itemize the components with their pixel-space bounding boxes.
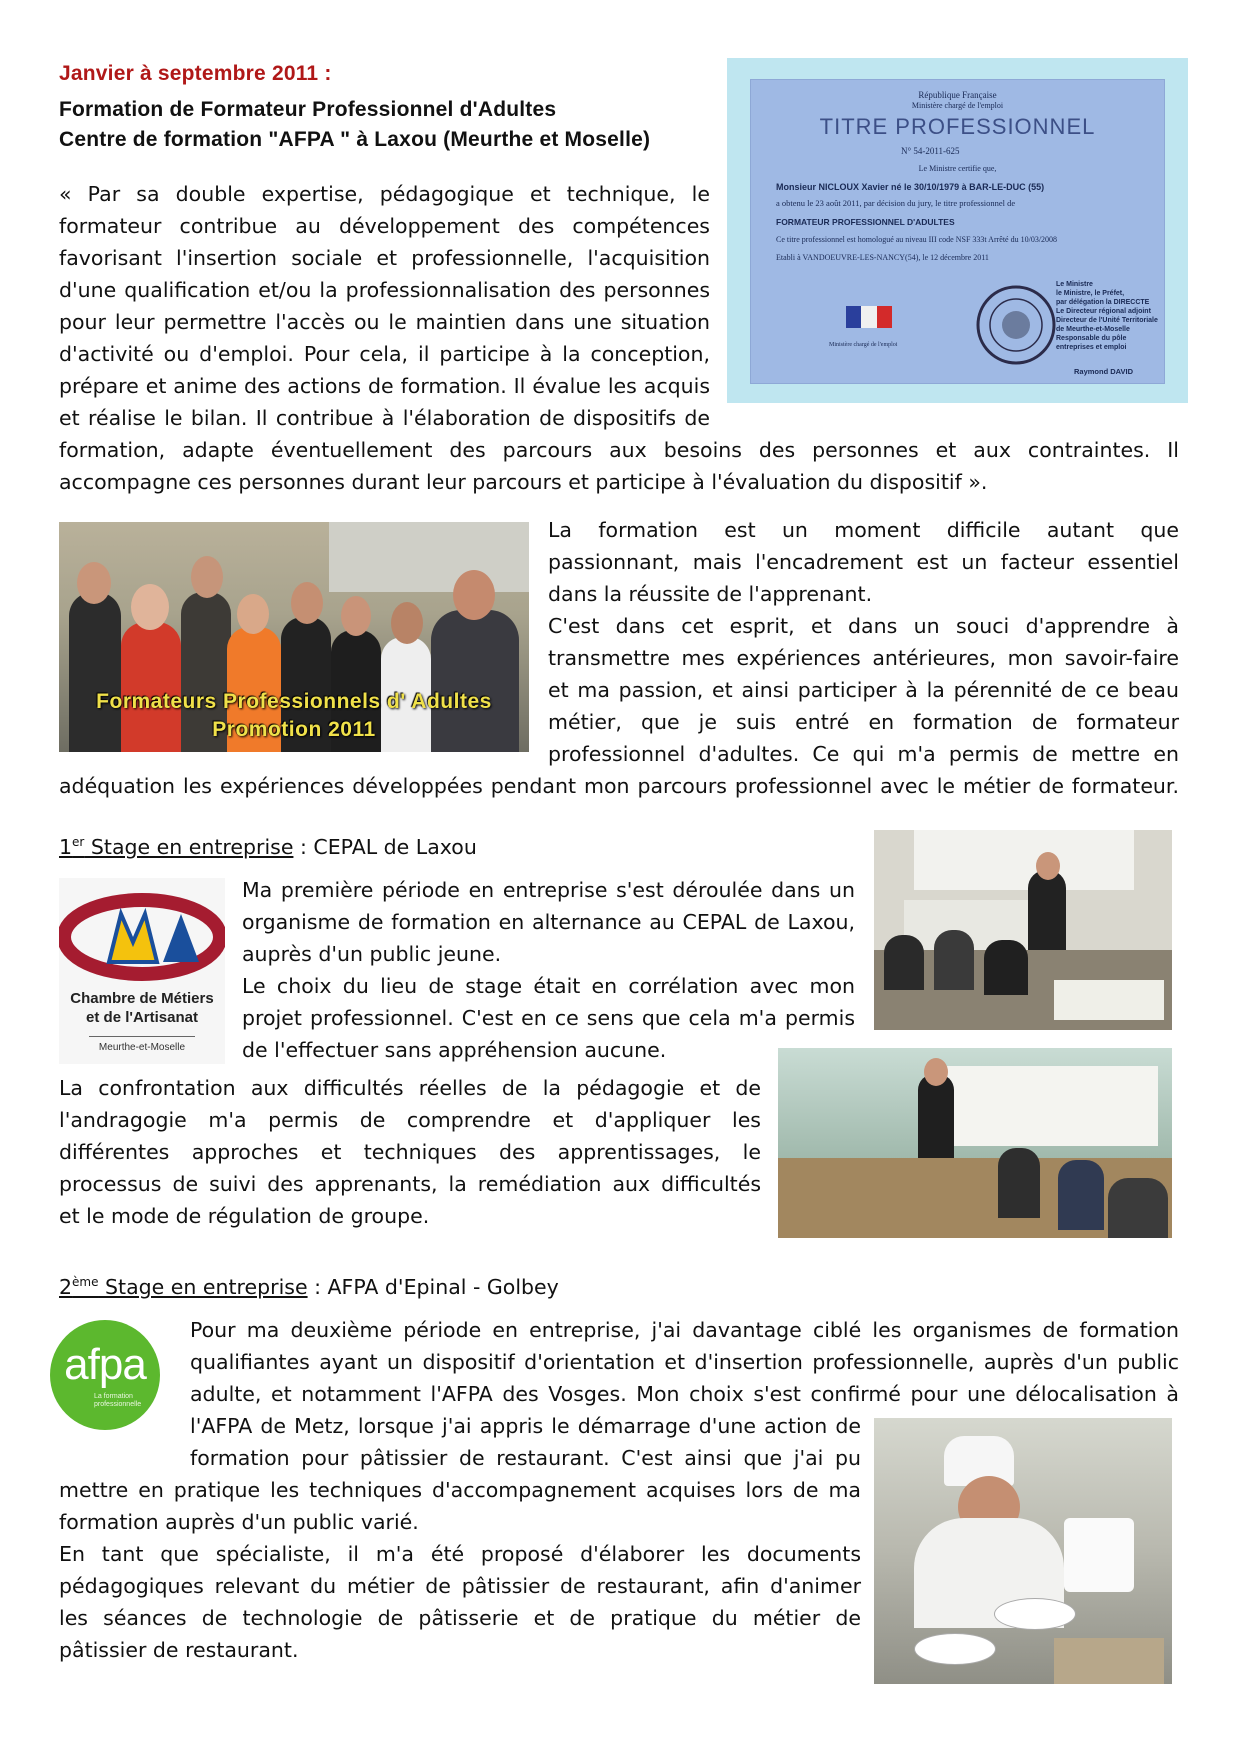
stage2-heading: 2ème Stage en entreprise : AFPA d'Epinal - Golbey (59, 1274, 559, 1299)
diploma-number: N° 54-2011-625 (901, 146, 960, 156)
diploma-subject: FORMATEUR PROFESSIONNEL D'ADULTES (776, 217, 955, 227)
stage1-heading: 1er Stage en entreprise : CEPAL de Laxou (59, 834, 477, 859)
stage1-paragraph1: Ma première période en entreprise s'est déroulée dans un organisme de formation en alternance au CEPAL de Laxou, auprès d'un public jeune. Le choix du lieu de stage était en corrélation avec mon projet professionnel. C'est en ce sens que cela m'a permis de l'effectuer sans appréhension aucune. (242, 878, 855, 1062)
diploma-signature-block: Le Ministre le Ministre, le Préfet, par délégation la DIRECCTE Le Directeur régional adjoint Directeur de l'Unité Territoriale de Meurthe-et-Moselle Responsable du pôle entreprises et emploi (1056, 281, 1158, 351)
group-photo-caption-2: Promotion 2011 (212, 718, 376, 741)
cma-logo-line1: Chambre de Métiers (70, 990, 214, 1007)
marianne-logo (846, 306, 892, 336)
diploma-title: TITRE PROFESSIONNEL (819, 114, 1096, 139)
diploma-image (727, 58, 1188, 403)
diploma-ministry: Ministère chargé de l'emploi (911, 101, 1004, 110)
diploma-level: Ce titre professionnel est homologué au niveau III code NSF 333t Arrêté du 10/03/2008 (776, 235, 1058, 244)
classroom-photo-2 (778, 1048, 1172, 1238)
afpa-logo-name: afpa (64, 1340, 146, 1389)
diploma-signer: Raymond DAVID (1074, 367, 1134, 376)
formation-title: Formation de Formateur Professionnel d'Adultes (59, 98, 557, 121)
formation-paragraph-bottom: adéquation les expériences développées pendant mon parcours professionnel avec le métier de formateur. (59, 774, 1179, 798)
diploma-republic: République Française (918, 90, 997, 100)
date-heading: Janvier à septembre 2011 : (59, 62, 332, 85)
afpa-logo-tagline: La formation professionnelle (94, 1393, 142, 1408)
stage1-heading-label: 1er Stage en entreprise (59, 834, 294, 859)
marianne-caption: Ministère chargé de l'emploi (829, 342, 898, 348)
stage2-paragraph-bottom: mettre en pratique les techniques d'accompagnement acquises lors de ma formation auprès d'un public varié. En tant que spécialiste, il m'a été proposé d'élaborer les documents pédagogiques relevant du métier de pâtissier de restaurant, afin d'animer les séances de technologie de pâtisserie et de pratique du métier de pâtissier de restaurant. (59, 1478, 861, 1662)
diploma-established: Etabli à VANDOEUVRE-LES-NANCY(54), le 12 décembre 2011 (776, 253, 989, 262)
cma-logo-line3: Meurthe-et-Moselle (98, 1042, 186, 1053)
stage2-paragraph-mid: l'AFPA de Metz, lorsque j'ai appris le démarrage d'une action de formation pour pâtissier de restaurant. C'est ainsi que j'ai pu (190, 1414, 861, 1470)
group-photo-caption-1: Formateurs Professionnels d' Adultes (96, 690, 492, 713)
formation-paragraph-side: La formation est un moment difficile autant que passionnant, mais l'encadrement est un facteur essentiel dans la réussite de l'apprenant. C'est dans cet esprit, et dans un souci d'apprendre à transmettre mes expériences antérieures, mon savoir-faire et ma passion, et ainsi participer à la pérennité de ce beau métier, que je suis entré en formation de formateur professionnel d'adultes. Ce qui m'a permis de mettre en (548, 518, 1179, 766)
cma-logo-mark-icon (59, 892, 225, 982)
group-photo (59, 522, 529, 752)
cma-logo (59, 878, 225, 1064)
stage1-paragraph2: La confrontation aux difficultés réelles de la pédagogie et de l'andragogie m'a permis de comprendre et d'appliquer les différentes approches et techniques des apprentissages, le processus de suivi des apprenants, la remédiation aux difficultés et le mode de régulation de groupe. (59, 1076, 761, 1228)
quote-paragraph-top: « Par sa double expertise, pédagogique et technique, le formateur contribue au développement des compétences favorisant l'insertion sociale et professionnelle, l'acquisition d'une qualification et/ou la professionnalisation des personnes pour leur permettre l'accès ou le maintien dans une situation d'activité ou d'emploi. Pour cela, il participe à la conception, prépare et anime des actions de formation. Il évalue les acquis et réalise le bilan. Il contribue à l'élaboration de dispositifs de (59, 182, 710, 430)
diploma-certifies: Le Ministre certifie que, (918, 164, 997, 173)
pastry-chef-photo (874, 1418, 1172, 1684)
diploma-obtained: a obtenu le 23 août 2011, par décision du jury, le titre professionnel de (776, 198, 1016, 208)
afpa-logo (50, 1320, 160, 1430)
quote-paragraph-bottom: formation, adapte éventuellement des parcours aux besoins des personnes et aux contraintes. Il accompagne ces personnes durant leur parcours et participe à l'évaluation du dispositif ». (59, 438, 1179, 494)
classroom-photo-1 (874, 830, 1172, 1030)
cma-logo-line2: et de l'Artisanat (86, 1009, 198, 1026)
official-stamp-icon (973, 282, 1059, 368)
stage2-heading-label: 2ème Stage en entreprise (59, 1274, 308, 1299)
diploma-name: Monsieur NICLOUX Xavier né le 30/10/1979 à BAR-LE-DUC (55) (776, 182, 1045, 192)
stage2-paragraph-top: Pour ma deuxième période en entreprise, j'ai davantage ciblé les organismes de formation qualifiantes ayant un dispositif d'orientation et d'insertion professionnelle, auprès d'un public adulte, et notamment l'AFPA des Vosges. Mon choix s'est confirmé pour une délocalisation à (190, 1318, 1179, 1406)
centre-title: Centre de formation "AFPA " à Laxou (Meurthe et Moselle) (59, 128, 651, 151)
